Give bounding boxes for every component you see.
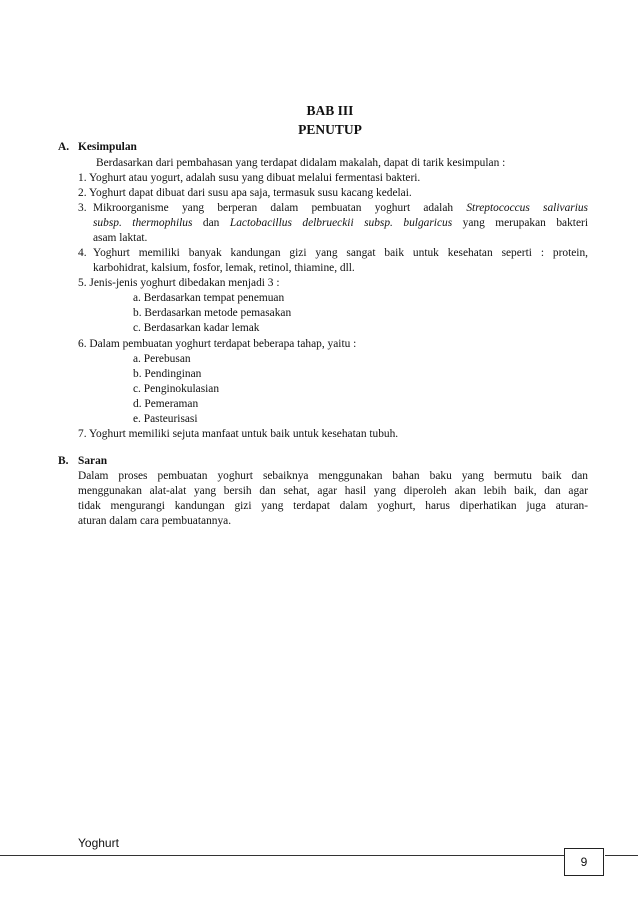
conclusion-item-3-number: 3. <box>78 202 87 214</box>
yoghurt-type-b: b. Berdasarkan metode pemasakan <box>133 307 292 319</box>
section-a-intro: Berdasarkan dari pembahasan yang terdapat didalam makalah, dapat di tarik kesimpulan : <box>96 157 506 169</box>
process-step-c: c. Penginokulasian <box>133 383 220 395</box>
conclusion-item-3-line-1: Mikroorganisme yang berperan dalam pembuatan yoghurt adalah Streptococcus salivarius <box>93 202 588 214</box>
conclusion-item-4-line-2: karbohidrat, kalsium, fosfor, lemak, retinol, thiamine, dll. <box>93 262 355 274</box>
conclusion-item-1: 1. Yoghurt atau yogurt, adalah susu yang dibuat melalui fermentasi bakteri. <box>78 172 421 184</box>
suggestion-line-4: aturan dalam cara pembuatannya. <box>78 515 232 527</box>
section-a-heading: Kesimpulan <box>78 141 137 153</box>
conclusion-item-4-line-1: Yoghurt memiliki banyak kandungan gizi yang sangat baik untuk kesehatan seperti : protein, <box>93 247 588 259</box>
section-b-heading: Saran <box>78 455 108 467</box>
page-number: 9 <box>580 855 588 869</box>
section-b-letter: B. <box>58 455 69 467</box>
conclusion-item-5: 5. Jenis-jenis yoghurt dibedakan menjadi 3 : <box>78 277 280 289</box>
process-step-b: b. Pendinginan <box>133 368 202 380</box>
section-a-letter: A. <box>58 141 70 153</box>
yoghurt-type-c: c. Berdasarkan kadar lemak <box>133 322 260 334</box>
footer-label: Yoghurt <box>78 836 119 850</box>
conclusion-item-3-line-2: subsp. thermophilus dan Lactobacillus delbrueckii subsp. bulgaricus yang merupakan bakteri <box>93 217 588 229</box>
conclusion-item-7: 7. Yoghurt memiliki sejuta manfaat untuk baik untuk kesehatan tubuh. <box>78 428 399 440</box>
process-step-e: e. Pasteurisasi <box>133 413 198 425</box>
suggestion-line-1: Dalam proses pembuatan yoghurt sebaiknya menggunakan bahan baku yang bermutu baik dan <box>78 470 588 482</box>
footer-rule-right <box>605 855 638 856</box>
chapter-number: BAB III <box>306 103 354 118</box>
conclusion-item-3-line-3: asam laktat. <box>93 232 148 244</box>
conclusion-item-6: 6. Dalam pembuatan yoghurt terdapat beberapa tahap, yaitu : <box>78 338 357 350</box>
suggestion-line-3: tidak mengurangi kandungan gizi yang terdapat dalam yoghurt, harus diperhatikan juga aturan- <box>78 500 588 512</box>
conclusion-item-2: 2. Yoghurt dapat dibuat dari susu apa saja, termasuk susu kacang kedelai. <box>78 187 412 199</box>
process-step-a: a. Perebusan <box>133 353 191 365</box>
yoghurt-type-a: a. Berdasarkan tempat penemuan <box>133 292 285 304</box>
page-number-box <box>564 848 604 876</box>
process-step-d: d. Pemeraman <box>133 398 199 410</box>
suggestion-line-2: menggunakan alat-alat yang bersih dan sehat, agar hasil yang diperoleh akan lebih baik, dan agar <box>78 485 588 497</box>
conclusion-item-4-number: 4. <box>78 247 87 259</box>
chapter-title: PENUTUP <box>298 122 362 137</box>
footer-rule <box>0 855 564 856</box>
